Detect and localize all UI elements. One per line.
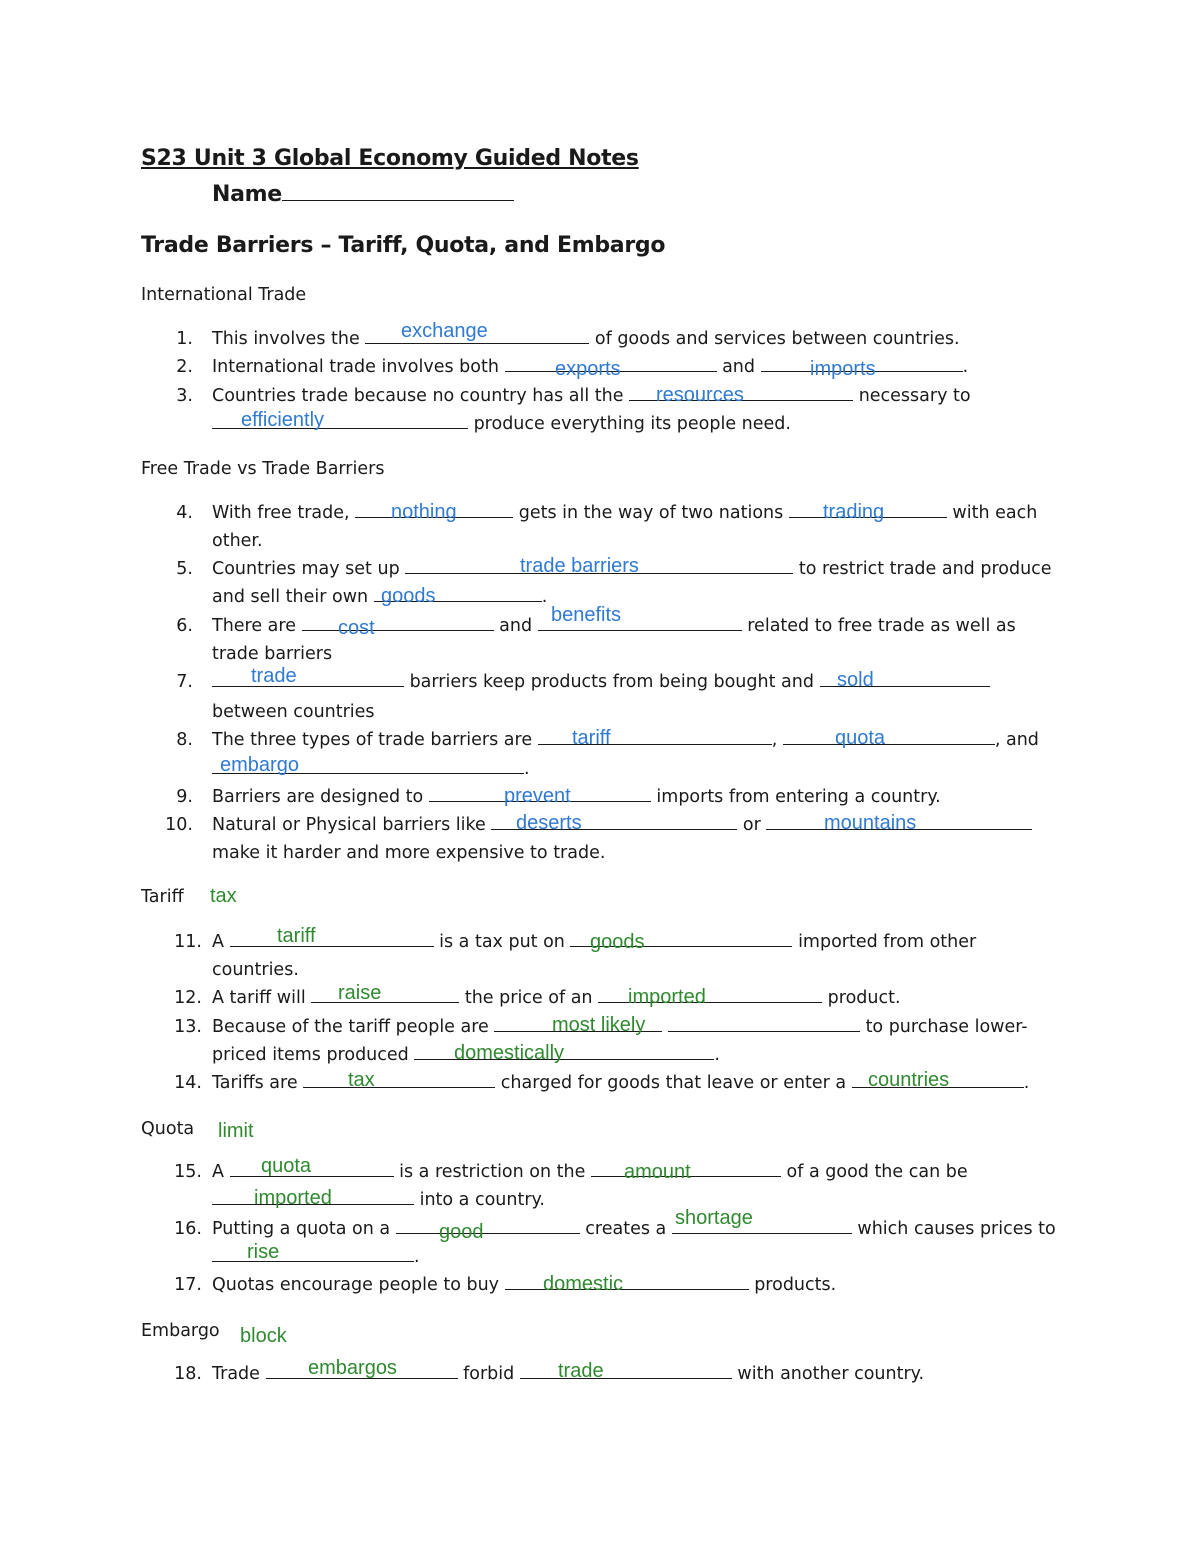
answer: mountains: [824, 812, 917, 834]
answer: raise: [338, 982, 382, 1004]
item-text: A tariff will: [212, 988, 306, 1008]
subsection-free-trade: Free Trade vs Trade Barriers: [141, 459, 385, 479]
item-16-cont: [212, 1246, 420, 1268]
blank: [212, 1246, 414, 1262]
answer: goods: [590, 931, 645, 953]
item-text: There are: [212, 616, 296, 636]
blank: [396, 1218, 580, 1234]
item-number: 16.: [174, 1219, 202, 1239]
item-text: .: [414, 1247, 420, 1267]
answer: nothing: [391, 501, 457, 523]
blank: [783, 729, 995, 745]
item-number: 13.: [174, 1017, 202, 1037]
answer: trade barriers: [520, 555, 639, 577]
item-text: .: [541, 587, 548, 607]
blank: [520, 1363, 732, 1379]
item-number: 2.: [176, 357, 193, 377]
answer: deserts: [516, 812, 582, 834]
answer: trading: [823, 501, 885, 523]
item-10-cont: make it harder and more expensive to trade.: [212, 843, 606, 863]
answer: trade: [558, 1360, 604, 1382]
answer: countries: [868, 1069, 950, 1091]
answer: exchange: [401, 320, 488, 342]
item-text: Countries may set up: [212, 559, 400, 579]
item-text: Barriers are designed to: [212, 787, 424, 807]
answer: imported: [254, 1187, 332, 1209]
item-text: and sell their own: [212, 587, 369, 607]
item-number: 14.: [174, 1073, 202, 1093]
item-number: 7.: [176, 672, 193, 692]
item-number: 11.: [174, 932, 202, 952]
item-text: charged for goods that leave or enter a: [500, 1073, 847, 1093]
item-text: A: [212, 1162, 224, 1182]
answer: cost: [338, 617, 375, 639]
item-number: 6.: [176, 616, 193, 636]
document-title: [141, 148, 677, 170]
item-text: creates a: [585, 1219, 667, 1239]
answer: efficiently: [241, 409, 325, 431]
subsection-international: International Trade: [141, 285, 307, 305]
item-17: [212, 1274, 836, 1296]
subsection-answer-embargo: block: [240, 1325, 287, 1347]
blank: [303, 1072, 495, 1088]
name-blank: [282, 183, 514, 201]
item-4-cont: other.: [212, 531, 263, 551]
blank: [311, 987, 459, 1003]
item-12: [212, 987, 901, 1009]
item-text: with each: [952, 503, 1038, 523]
item-text: of a good the can be: [786, 1162, 968, 1182]
item-15: [212, 1161, 968, 1183]
item-text: products.: [754, 1275, 837, 1295]
answer: goods: [381, 585, 436, 607]
item-number: 3.: [176, 386, 193, 406]
blank: [505, 1274, 749, 1290]
item-text: Tariffs are: [212, 1073, 298, 1093]
answer: quota: [261, 1155, 312, 1177]
item-text: produce everything its people need.: [473, 414, 791, 434]
item-number: 1.: [176, 329, 193, 349]
item-6-cont: trade barriers: [212, 644, 333, 664]
item-11-cont: countries.: [212, 960, 299, 980]
answer: quota: [835, 727, 886, 749]
item-number: 5.: [176, 559, 193, 579]
item-text: or: [742, 815, 761, 835]
item-text: which causes prices to: [857, 1219, 1056, 1239]
answer: tariff: [277, 925, 316, 947]
answer: prevent: [504, 785, 571, 807]
answer: good: [439, 1221, 484, 1243]
section-heading: Trade Barriers – Tariff, Quota, and Embargo: [141, 233, 666, 258]
item-text: Because of the tariff people are: [212, 1017, 489, 1037]
answer: shortage: [675, 1207, 753, 1229]
answer: sold: [837, 669, 874, 691]
item-text: ,: [771, 730, 778, 750]
item-text: .: [524, 759, 530, 779]
item-text: with another country.: [737, 1364, 925, 1384]
item-text: imported from other: [798, 932, 977, 952]
answer: domestically: [454, 1042, 565, 1064]
item-4: [212, 502, 1037, 524]
item-text: the price of an: [464, 988, 593, 1008]
item-text: Natural or Physical barriers like: [212, 815, 486, 835]
item-9: [212, 786, 941, 808]
item-text: and: [722, 357, 756, 377]
blank: [668, 1016, 860, 1032]
item-text: product.: [827, 988, 901, 1008]
item-text: barriers keep products from being bought and: [409, 672, 814, 692]
item-text: Putting a quota on a: [212, 1219, 391, 1239]
answer: most likely: [552, 1014, 646, 1036]
item-text: priced items produced: [212, 1045, 409, 1065]
item-3: [212, 385, 971, 407]
item-text: .: [1023, 1073, 1030, 1093]
subsection-tariff: Tariff: [141, 887, 184, 907]
item-text: With free trade,: [212, 503, 350, 523]
item-text: imports from entering a country.: [656, 787, 941, 807]
item-text: .: [714, 1045, 720, 1065]
item-text: of goods and services between countries.: [594, 329, 960, 349]
item-16: [212, 1218, 1056, 1240]
item-text: .: [962, 357, 969, 377]
item-number: 18.: [174, 1364, 202, 1384]
blank: [212, 671, 404, 687]
item-number: 4.: [176, 503, 193, 523]
answer: resources: [656, 384, 744, 406]
answer: benefits: [551, 604, 622, 626]
item-8: [212, 729, 1039, 751]
answer: imported: [628, 986, 706, 1008]
name-field: [212, 183, 514, 206]
answer: rise: [247, 1241, 280, 1263]
item-1: [212, 328, 960, 350]
answer: amount: [624, 1161, 691, 1183]
answer: embargo: [220, 754, 299, 776]
answer: tariff: [572, 727, 611, 749]
title-text: S23 Unit 3 Global Economy Guided Notes: [141, 146, 639, 171]
item-text: necessary to: [858, 386, 971, 406]
answer: imports: [810, 358, 876, 380]
item-text: gets in the way of two nations: [518, 503, 784, 523]
subsection-answer-quota: limit: [218, 1120, 254, 1142]
item-text: is a tax put on: [439, 932, 565, 952]
answer: trade: [251, 665, 297, 687]
item-number: 9.: [176, 787, 193, 807]
answer: exports: [555, 358, 621, 380]
item-text: to purchase lower-: [865, 1017, 1028, 1037]
item-text: International trade involves both: [212, 357, 499, 377]
answer: domestic: [543, 1273, 624, 1295]
item-number: 17.: [174, 1275, 202, 1295]
item-text: Trade: [212, 1364, 260, 1384]
subsection-quota: Quota: [141, 1119, 195, 1139]
item-text: Quotas encourage people to buy: [212, 1275, 500, 1295]
answer: tax: [348, 1069, 375, 1091]
item-number: 8.: [176, 730, 193, 750]
item-text: Countries trade because no country has all the: [212, 386, 624, 406]
item-text: related to free trade as well as: [747, 616, 1016, 636]
item-number: 12.: [174, 988, 202, 1008]
item-text: A: [212, 932, 224, 952]
item-7-cont: between countries: [212, 702, 375, 722]
item-text: is a restriction on the: [399, 1162, 586, 1182]
name-label: Name: [212, 182, 282, 207]
blank: [230, 931, 434, 947]
item-text: forbid: [463, 1364, 515, 1384]
blank: [302, 615, 494, 631]
blank: [230, 1161, 394, 1177]
item-text: The three types of trade barriers are: [212, 730, 533, 750]
item-text: to restrict trade and produce: [798, 559, 1052, 579]
item-text: into a country.: [419, 1190, 545, 1210]
item-number: 10.: [165, 815, 193, 835]
item-5-cont: [212, 586, 547, 608]
subsection-answer-tariff: tax: [210, 885, 237, 907]
answer: embargos: [308, 1357, 397, 1379]
item-number: 15.: [174, 1162, 202, 1182]
item-text: and: [499, 616, 533, 636]
item-text: , and: [994, 730, 1039, 750]
subsection-embargo: Embargo: [141, 1321, 220, 1341]
item-text: This involves the: [212, 329, 360, 349]
